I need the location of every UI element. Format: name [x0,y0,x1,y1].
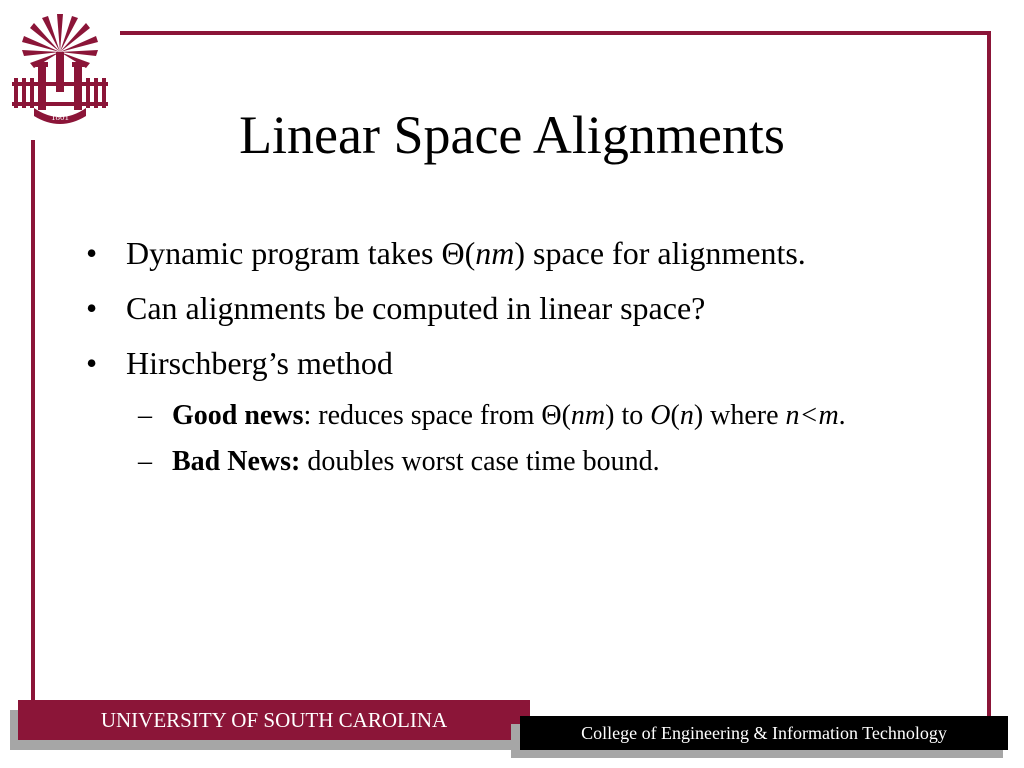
sub-bullet-item [126,397,954,435]
bullet-text [126,235,806,271]
bullet-text-run: Hirschberg’s method [126,345,393,381]
bullet-text-run: Dynamic program takes [126,235,442,271]
bullet-text [126,345,393,381]
sub-bullet-item [126,443,954,481]
dash-marker: – [138,400,152,431]
bullet-text-run: doubles worst case time bound. [300,446,660,477]
bullet-text-run: Θ( [441,235,476,271]
bullet-text-run: O [650,400,671,431]
bullet-text-run: n<m [785,400,839,431]
slide-frame-left [31,140,35,700]
bullet-text-run: ) to [605,400,651,431]
bullet-text-run: : reduces space from Θ( [303,400,571,431]
slide-frame-top [120,31,991,35]
bullet-text [172,446,660,477]
bullet-text-run: ) where [693,400,786,431]
bullet-text-run: Bad News: [172,446,301,477]
bullet-marker: • [86,235,98,271]
bullet-text-run: nm [570,400,606,431]
bullet-list [84,232,954,489]
logo-year: 1801 [51,112,69,122]
bullet-text [172,400,846,431]
bullet-text-run: ( [670,400,680,431]
bullet-text-run: n [679,400,694,431]
bullet-text-run: Good news [172,400,304,431]
bullet-text-run: ) space for alignments. [514,235,806,271]
bullet-marker: • [86,290,98,326]
university-banner: UNIVERSITY OF SOUTH CAROLINA [18,700,530,740]
bullet-marker: • [86,345,98,381]
dash-marker: – [138,446,152,477]
bullet-item [84,287,954,329]
bullet-text-run: nm [475,235,515,271]
slide-title: Linear Space Alignments [239,105,785,165]
bullet-text-run: Can alignments be computed in linear space? [126,290,706,326]
bullet-item [84,342,954,384]
bullet-text-run: . [838,400,846,431]
bullet-text [126,290,705,326]
college-banner: College of Engineering & Information Technology [520,716,1008,750]
bullet-item [84,232,954,274]
